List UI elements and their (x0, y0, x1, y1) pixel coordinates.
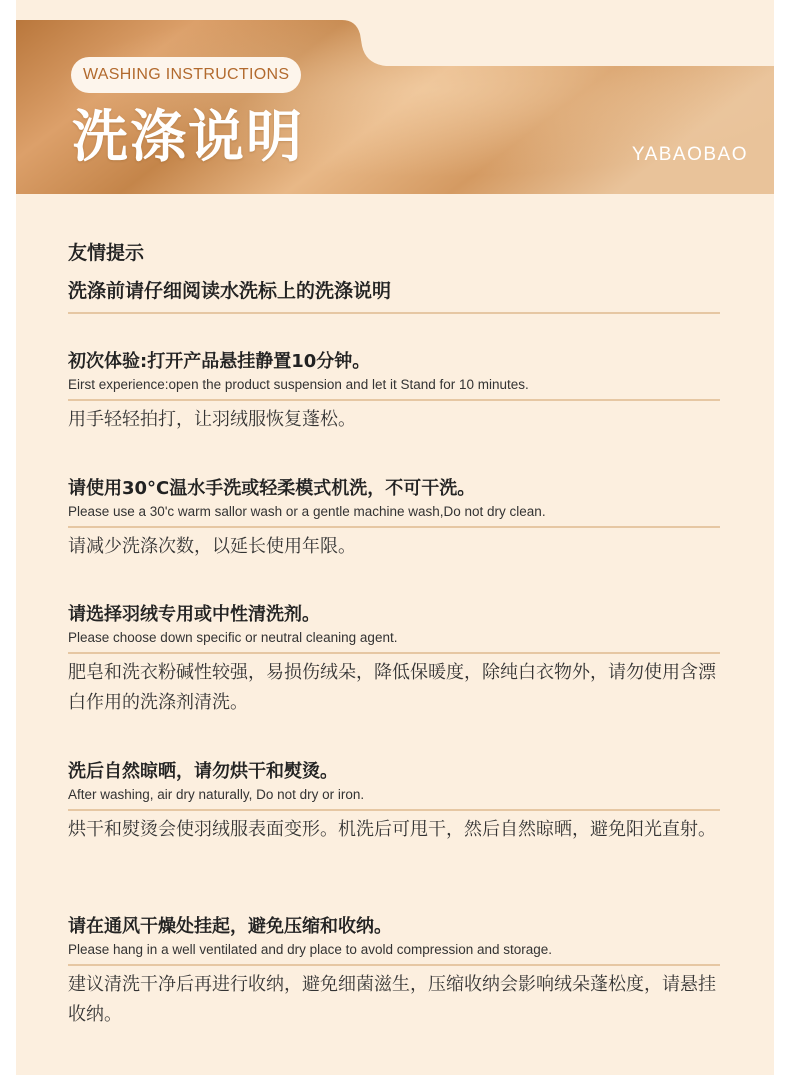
section-body: 烘干和熨烫会使羽绒服表面变形。机洗后可甩干，然后自然晾晒，避免阳光直射。 (68, 819, 716, 840)
divider (68, 526, 720, 528)
section-title: 请选择羽绒专用或中性清洗剂。 (68, 604, 320, 625)
instruction-section (68, 349, 720, 435)
tip-text: 洗涤前请仔细阅读水洗标上的洗涤说明 (68, 280, 392, 302)
section-english: Eirst experience:open the product suspension and let it Stand for 10 minutes. (68, 377, 529, 392)
page-title: 洗涤说明 (72, 105, 304, 170)
section-english: After washing, air dry naturally, Do not dry or iron. (68, 787, 365, 802)
divider (68, 809, 720, 811)
instruction-section (68, 602, 720, 718)
section-body: 肥皂和洗衣粉碱性较强，易损伤绒朵，降低保暖度，除纯白衣物外，请勿使用含漂白作用的洗涤剂清洗。 (68, 662, 716, 713)
instruction-card (16, 0, 774, 1075)
divider (68, 312, 720, 314)
section-body: 建议清洗干净后再进行收纳，避免细菌滋生，压缩收纳会影响绒朵蓬松度，请悬挂收纳。 (68, 974, 716, 1025)
section-title: 初次体验:打开产品悬挂静置10分钟。 (68, 351, 371, 372)
instruction-section (68, 759, 720, 845)
divider (68, 399, 720, 401)
section-english: Please use a 30'c warm sallor wash or a gentle machine wash,Do not dry clean. (68, 504, 546, 519)
section-title: 请使用30°C温水手洗或轻柔模式机洗，不可干洗。 (68, 478, 476, 499)
section-title: 洗后自然晾晒，请勿烘干和熨烫。 (68, 761, 338, 782)
washing-instructions-label: WASHING INSTRUCTIONS (71, 57, 301, 93)
brand-name: YABAOBAO (631, 144, 748, 165)
section-body: 用手轻轻拍打，让羽绒服恢复蓬松。 (68, 409, 356, 430)
header-banner (16, 20, 774, 194)
tip-heading: 友情提示 (68, 242, 145, 264)
section-english: Please choose down specific or neutral cleaning agent. (68, 630, 398, 645)
section-english: Please hang in a well ventilated and dry place to avold compression and storage. (68, 942, 553, 957)
divider (68, 652, 720, 654)
instruction-section (68, 914, 720, 1030)
section-body: 请减少洗涤次数，以延长使用年限。 (68, 536, 356, 557)
instruction-section (68, 476, 720, 562)
section-title: 请在通风干燥处挂起，避免压缩和收纳。 (68, 916, 392, 937)
divider (68, 964, 720, 966)
